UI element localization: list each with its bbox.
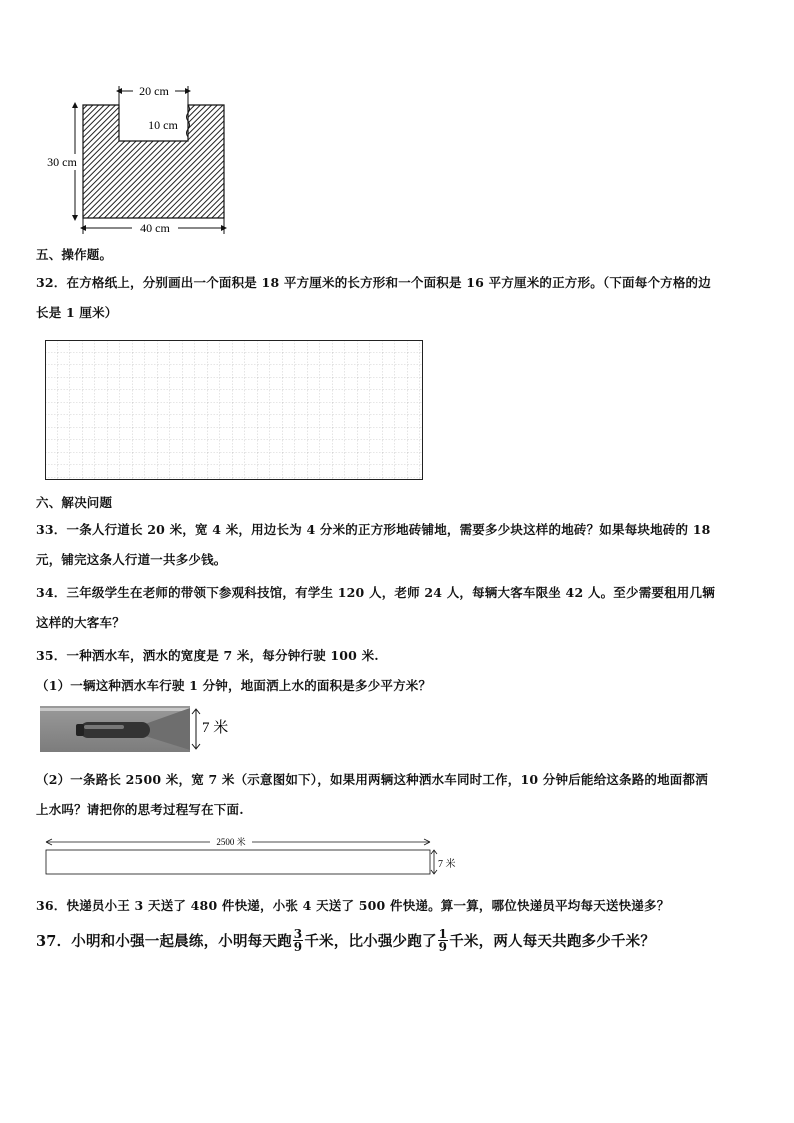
road-diagram	[40, 834, 470, 880]
road-length-label: 2500 米	[216, 837, 246, 847]
section6-heading: 六、解决问题	[36, 495, 113, 510]
q35-sub2-text-line2: 上水吗？请把你的思考过程写在下面.	[36, 802, 244, 817]
q35-sub1-text: （1）一辆这种洒水车行驶 1 分钟，地面洒上水的面积是多少平方米？	[36, 678, 432, 693]
height-label: 30 cm	[47, 155, 77, 169]
fraction-numerator: 3	[293, 927, 303, 941]
q37-part3: 千米，两人每天共跑多少千米？	[449, 933, 656, 950]
truck-width-label: 7 米	[202, 720, 229, 736]
notch-height-label: 10 cm	[148, 118, 178, 132]
fraction-denominator: 9	[293, 940, 303, 954]
shaded-rectangle-figure	[40, 78, 240, 238]
road-width-label: 7 米	[438, 859, 456, 870]
q33-text-line2: 元，铺完这条人行道一共多少钱。	[36, 552, 227, 567]
fraction-one-ninth	[438, 928, 449, 953]
q37-part2: 千米，比小强少跑了	[304, 933, 437, 950]
sprinkler-truck-image	[40, 706, 240, 752]
fraction-numerator: 1	[438, 927, 448, 941]
top-width-label: 20 cm	[139, 84, 169, 98]
grid-paper[interactable]	[45, 340, 423, 480]
q35-text: 35．一种洒水车，洒水的宽度是 7 米，每分钟行驶 100 米.	[36, 648, 379, 663]
q33-text-line1: 33．一条人行道长 20 米，宽 4 米，用边长为 4 分米的正方形地砖铺地，需要多少块这样的地砖？如果每块地砖的 18	[36, 522, 711, 537]
q36-text: 36．快递员小王 3 天送了 480 件快递，小张 4 天送了 500 件快递。算一算，哪位快递员平均每天送快递多？	[36, 898, 670, 913]
q35-sub2-text-line1: （2）一条路长 2500 米，宽 7 米（示意图如下），如果用两辆这种洒水车同时工作，10 分钟后能给这条路的地面都洒	[36, 772, 708, 787]
fraction-three-ninths	[293, 928, 304, 953]
q32-text-line1: 32．在方格纸上，分别画出一个面积是 18 平方厘米的长方形和一个面积是 16 平方厘米的正方形。（下面每个方格的边	[36, 275, 711, 290]
q34-text-line2: 这样的大客车？	[36, 615, 125, 630]
fraction-denominator: 9	[438, 940, 448, 954]
q37-part1: 37．小明和小强一起晨练，小明每天跑	[36, 933, 292, 950]
section5-heading: 五、操作题。	[36, 247, 113, 262]
bottom-width-label: 40 cm	[140, 221, 170, 235]
q34-text-line1: 34．三年级学生在老师的带领下参观科技馆，有学生 120 人，老师 24 人，每辆大客车限坐 42 人。至少需要租用几辆	[36, 585, 715, 600]
q37-text	[36, 928, 655, 953]
q32-text-line2: 长是 1 厘米）	[36, 305, 118, 320]
